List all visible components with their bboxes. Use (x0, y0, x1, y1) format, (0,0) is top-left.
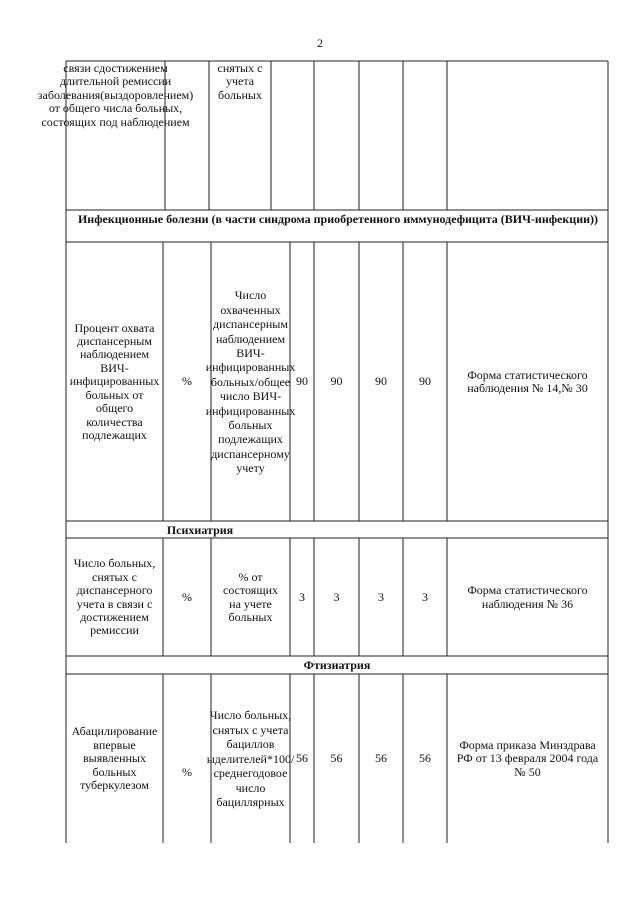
psychiatry-indicator-cell: Число больных, снятых с диспансерного учета в связи с достижением ремиссии (73, 556, 156, 638)
psychiatry-value-2: 3 (333, 589, 340, 604)
tb-formula-cell: Число больных, снятых с учета бациллов ыделителей*100/среднегодовое число бациллярных (206, 707, 295, 810)
psychiatry-unit-cell: % (182, 589, 192, 604)
hiv-value-2: 90 (330, 374, 343, 389)
tb-value-3: 56 (375, 751, 387, 766)
psychiatry-source-cell: Форма статистического наблюдения № 36 (467, 583, 588, 611)
tb-source-cell: Форма приказа Минздрава РФ от 13 февраля 2004 года № 50 (456, 737, 599, 779)
psychiatry-value-4: 3 (422, 589, 428, 604)
tb-value-1: 56 (296, 751, 308, 766)
page-number: 2 (317, 36, 323, 50)
hiv-value-4: 90 (419, 374, 431, 389)
section-heading-phthisiatry: Фтизиатрия (303, 658, 371, 672)
hiv-formula-cell: Число охваченных диспансерным наблюдением ВИЧ-инфицированных больных/общее число ВИЧ-инфицированных больных подлежащих диспансерному учету (205, 288, 296, 476)
hiv-value-1: 90 (296, 374, 308, 389)
psychiatry-formula-cell: % от состоящих на учете больных (223, 569, 278, 624)
hiv-unit-cell: % (182, 374, 192, 389)
tb-indicator-cell: Абацилирование впервые выявленных больных туберкулезом (71, 724, 158, 793)
hiv-indicator-cell: Процент охвата диспансерным наблюдением ВИЧ-инфицированных больных от общего количества подлежащих (69, 320, 160, 442)
tb-value-2: 56 (330, 751, 343, 766)
top-indicator-cell: связи сдостижением длительной ремиссии заболевания(выздоровлением) от общего числа больных, состоящих под наблюдением (37, 61, 194, 129)
top-formula-cell: снятых с учета больных (217, 61, 263, 102)
psychiatry-value-3: 3 (378, 589, 384, 604)
tb-unit-cell: % (182, 765, 192, 780)
hiv-value-3: 90 (375, 374, 387, 389)
section-heading-psychiatry: Психиатрия (166, 523, 234, 537)
tb-value-4: 56 (419, 751, 431, 766)
section-heading-hiv: Инфекционные болезни (в части синдрома приобретенного иммунодефицита (ВИЧ-инфекции)) (77, 212, 599, 226)
psychiatry-value-1: 3 (299, 589, 305, 604)
hiv-source-cell: Форма статистического наблюдения № 14,№ 30 (467, 367, 588, 395)
